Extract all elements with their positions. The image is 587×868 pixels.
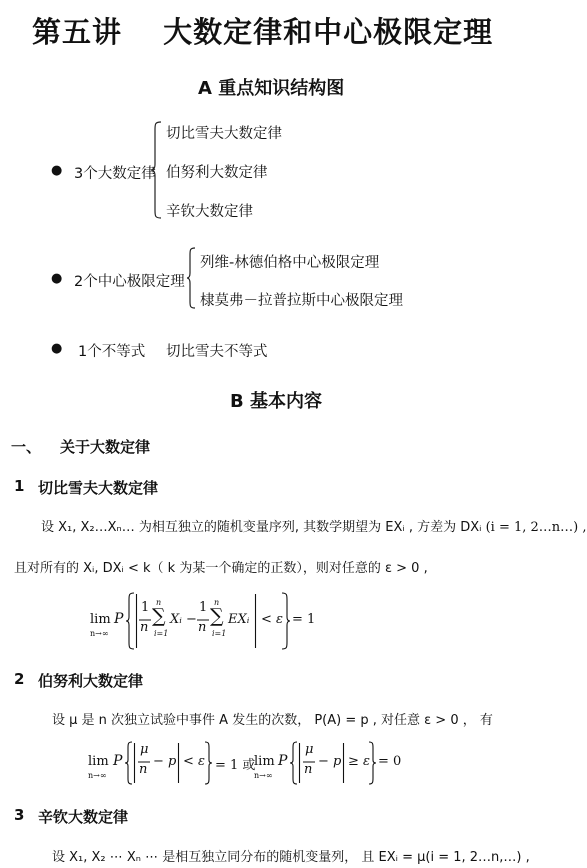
abs-bar-left bbox=[135, 594, 138, 648]
bullet-icon: ● bbox=[51, 341, 63, 356]
lim-text: lim bbox=[90, 612, 111, 627]
bullet-icon: ● bbox=[51, 271, 63, 286]
group3-item: 切比雪夫不等式 bbox=[166, 344, 268, 360]
minus-sign: − bbox=[186, 612, 197, 627]
law1-text-line2: 且对所有的 Xᵢ, DXᵢ < k（ k 为某一个确定的正数），则对任意的 ε > 0 , bbox=[14, 561, 428, 576]
n-denominator: n bbox=[139, 762, 148, 777]
group1-item-2: 辛钦大数定律 bbox=[166, 204, 253, 220]
abs-bar-right-2 bbox=[342, 743, 345, 783]
law1-number: 1 bbox=[14, 477, 25, 495]
frac2-numerator: 1 bbox=[199, 600, 208, 615]
page-title: 第五讲 大数定律和中心极限定理 bbox=[32, 15, 494, 49]
open-brace-icon bbox=[125, 592, 135, 650]
group2-item-1: 棣莫弗－拉普拉斯中心极限定理 bbox=[200, 293, 403, 309]
probability-symbol: P bbox=[114, 611, 124, 627]
minus-p-2: − p bbox=[318, 754, 342, 769]
frac1-denominator: n bbox=[140, 620, 149, 635]
law2-number: 2 bbox=[14, 670, 25, 688]
group2-label: 2个中心极限定理 bbox=[74, 274, 185, 290]
mu-numerator-2: μ bbox=[305, 742, 314, 757]
part1-title: 关于大数定律 bbox=[60, 438, 151, 456]
less-than-eps: < ε bbox=[261, 612, 284, 627]
law3-text-line1: 设 X₁, X₂ ⋯ Xₙ ⋯ 是相互独立同分布的随机变量列， 且 EXᵢ = μ(i = 1, 2…n,…) , bbox=[52, 850, 530, 865]
left-brace-icon bbox=[186, 246, 196, 310]
close-brace-icon bbox=[204, 741, 213, 785]
sum2-top: n bbox=[214, 598, 220, 607]
law2-title: 伯努利大数定律 bbox=[38, 672, 144, 690]
law1-title: 切比雪夫大数定律 bbox=[38, 479, 159, 497]
probability-symbol: P bbox=[113, 753, 123, 769]
law2-text-line1: 设 μ 是 n 次独立试验中事件 A 发生的次数， P(A) = p , 对任意 ε > 0 ， 有 bbox=[52, 713, 493, 728]
section-a-heading: A 重点知识结构图 bbox=[198, 78, 345, 99]
equals-one-or: = 1 或 bbox=[215, 758, 256, 773]
left-brace-icon bbox=[150, 120, 162, 220]
lim-text: lim bbox=[88, 754, 109, 769]
sum1-top: n bbox=[156, 598, 162, 607]
equals-one: = 1 bbox=[292, 612, 316, 627]
sum1-bottom: i=1 bbox=[154, 629, 169, 638]
abs-bar-left-2 bbox=[298, 743, 301, 783]
less-than-eps: < ε bbox=[183, 754, 206, 769]
law1-line1-b: (i = 1, 2…n…) , bbox=[485, 520, 587, 535]
probability-symbol-2: P bbox=[278, 753, 288, 769]
group3-label: 1个不等式 bbox=[78, 344, 146, 360]
law3-title: 辛钦大数定律 bbox=[38, 808, 129, 826]
lim-subscript: n→∞ bbox=[90, 629, 109, 638]
abs-bar-right bbox=[177, 743, 180, 783]
abs-bar-left bbox=[133, 743, 136, 783]
group2-item-0: 列维-林德伯格中心极限定理 bbox=[200, 255, 380, 271]
group1-item-0: 切比雪夫大数定律 bbox=[166, 126, 282, 142]
frac1-numerator: 1 bbox=[141, 600, 150, 615]
group1-item-1: 伯努利大数定律 bbox=[166, 165, 268, 181]
sum2-bottom: i=1 bbox=[212, 629, 227, 638]
mu-numerator: μ bbox=[140, 742, 149, 757]
abs-bar-right bbox=[254, 594, 257, 648]
lim-subscript-2: n→∞ bbox=[254, 771, 273, 780]
law1-text-line1 bbox=[41, 516, 587, 535]
n-denominator-2: n bbox=[304, 762, 313, 777]
sum2-sigma: ∑ bbox=[210, 605, 224, 627]
close-brace-icon bbox=[368, 741, 377, 785]
bernoulli-formula bbox=[86, 738, 402, 788]
greater-eq-eps: ≥ ε bbox=[348, 754, 371, 769]
frac2-denominator: n bbox=[198, 620, 207, 635]
section-b-heading: B 基本内容 bbox=[230, 391, 322, 412]
x-i-term: Xᵢ bbox=[170, 612, 182, 627]
group1-label: 3个大数定律 bbox=[74, 166, 156, 182]
law1-line1-a: 设 X₁, X₂…Xₙ… 为相互独立的随机变量序列, 其数学期望为 EXᵢ , 方差为 DXᵢ bbox=[41, 520, 482, 535]
minus-p: − p bbox=[153, 754, 177, 769]
ex-i-term: EXᵢ bbox=[228, 612, 250, 627]
lim-subscript: n→∞ bbox=[88, 771, 107, 780]
open-brace-icon bbox=[124, 741, 133, 785]
open-brace-icon bbox=[289, 741, 298, 785]
sum1-sigma: ∑ bbox=[152, 605, 166, 627]
lim-text-2: lim bbox=[254, 754, 275, 769]
bullet-icon: ● bbox=[51, 163, 63, 178]
close-brace-icon bbox=[281, 592, 291, 650]
part1-number: 一、 bbox=[11, 438, 42, 456]
chebyshev-formula bbox=[88, 588, 318, 654]
law3-number: 3 bbox=[14, 806, 25, 824]
equals-zero: = 0 bbox=[378, 754, 402, 769]
